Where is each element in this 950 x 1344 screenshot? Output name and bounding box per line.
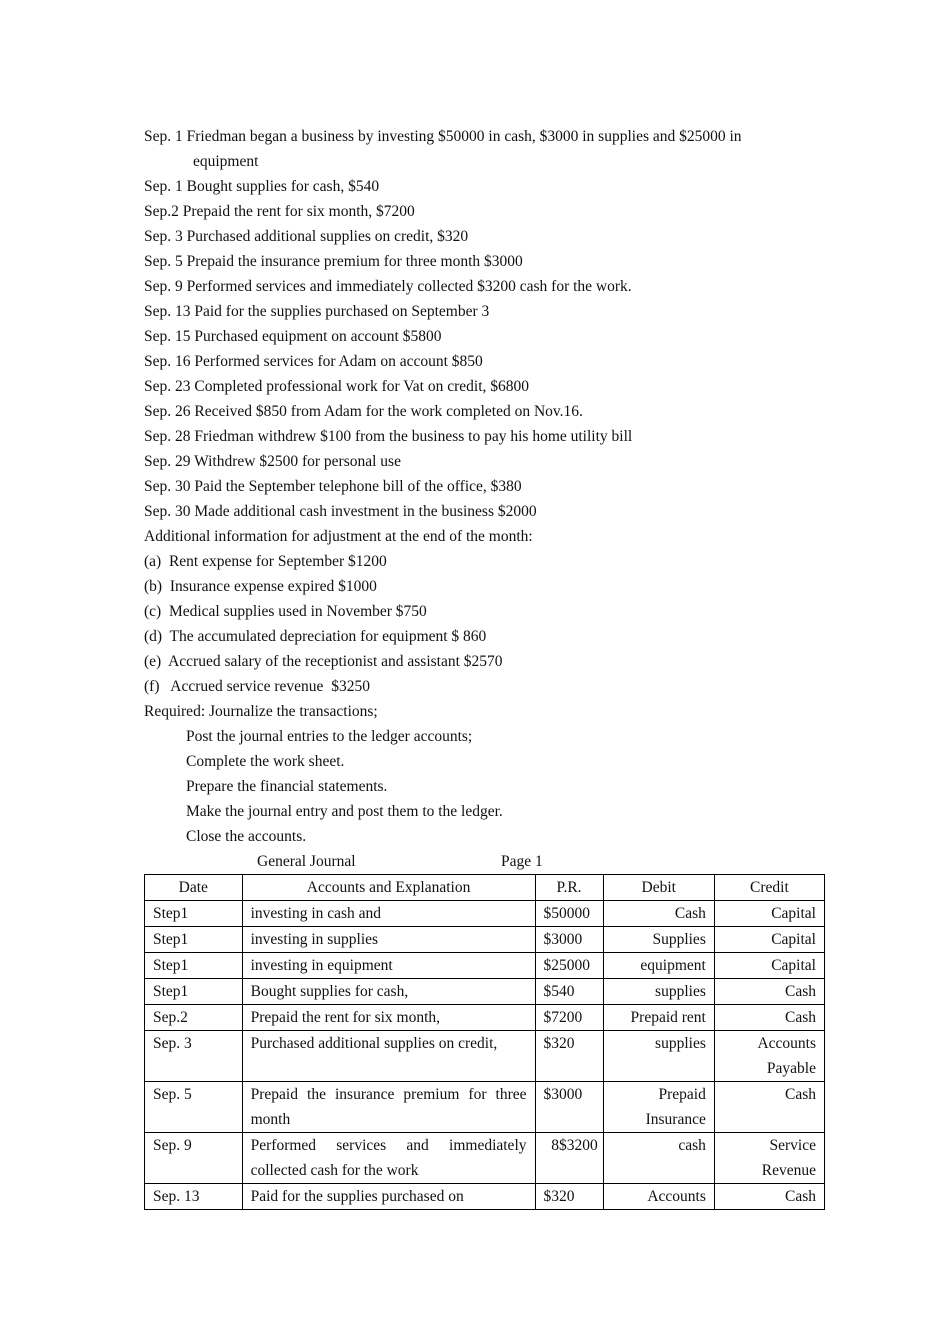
journal-cell-pr: $25000: [535, 953, 603, 979]
journal-cell-pr: $7200: [535, 1005, 603, 1031]
table-row: [145, 927, 825, 953]
journal-cell-date: Step1: [145, 901, 243, 927]
journal-cell-credit: Capital: [714, 953, 824, 979]
journal-header-row: [145, 875, 825, 901]
transaction-item: Sep. 9 Performed services and immediately collected $3200 cash for the work.: [144, 278, 632, 295]
journal-cell-date: Sep. 9: [145, 1133, 243, 1184]
table-row: [145, 1031, 825, 1082]
journal-cell-account: Paid for the supplies purchased on: [242, 1184, 535, 1210]
transaction-item: Sep.2 Prepaid the rent for six month, $7200: [144, 203, 415, 220]
journal-cell-credit: Capital: [714, 901, 824, 927]
col-header-accounts: Accounts and Explanation: [242, 875, 535, 901]
table-row: [145, 1082, 825, 1133]
transaction-item: Sep. 1 Friedman began a business by investing $50000 in cash, $3000 in supplies and $25000 in: [144, 128, 742, 145]
journal-cell-date: Sep. 3: [145, 1031, 243, 1082]
journal-cell-date: Sep.2: [145, 1005, 243, 1031]
table-row: [145, 1005, 825, 1031]
journal-cell-credit: Capital: [714, 927, 824, 953]
table-row: [145, 1184, 825, 1210]
adjustment-item: (b) Insurance expense expired $1000: [144, 578, 377, 595]
journal-cell-account: Prepaid the rent for six month,: [242, 1005, 535, 1031]
col-header-pr: P.R.: [535, 875, 603, 901]
required-item: Complete the work sheet.: [186, 753, 345, 770]
journal-cell-account: investing in cash and: [242, 901, 535, 927]
adjustment-item: (a) Rent expense for September $1200: [144, 553, 387, 570]
adjustment-item: (f) Accrued service revenue $3250: [144, 678, 370, 695]
journal-cell-pr: $3000: [535, 927, 603, 953]
journal-cell-pr: $3000: [535, 1082, 603, 1133]
transaction-item: Sep. 5 Prepaid the insurance premium for three month $3000: [144, 253, 523, 270]
transaction-item: Sep. 30 Paid the September telephone bill of the office, $380: [144, 478, 522, 495]
journal-cell-debit: equipment: [603, 953, 714, 979]
table-row: [145, 953, 825, 979]
journal-cell-date: Step1: [145, 953, 243, 979]
journal-cell-debit: supplies: [603, 979, 714, 1005]
journal-cell-pr: $50000: [535, 901, 603, 927]
journal-cell-pr: 8$3200: [535, 1133, 603, 1184]
general-journal-table: [144, 874, 825, 1210]
journal-cell-debit: Prepaid rent: [603, 1005, 714, 1031]
required-list: [144, 724, 825, 849]
transaction-item: Sep. 23 Completed professional work for Vat on credit, $6800: [144, 378, 529, 395]
transaction-item: Sep. 15 Purchased equipment on account $5800: [144, 328, 442, 345]
transaction-item: Sep. 30 Made additional cash investment in the business $2000: [144, 503, 537, 520]
table-row: [145, 1133, 825, 1184]
journal-cell-credit: Accounts Payable: [714, 1031, 824, 1082]
transaction-list: [144, 124, 825, 524]
adjustment-item: (d) The accumulated depreciation for equipment $ 860: [144, 628, 487, 645]
journal-body: [145, 901, 825, 1210]
required-item: Prepare the financial statements.: [186, 778, 388, 795]
journal-cell-credit: Cash: [714, 1005, 824, 1031]
journal-cell-debit: Accounts: [603, 1184, 714, 1210]
required-item: Post the journal entries to the ledger accounts;: [186, 728, 473, 745]
journal-cell-pr: $320: [535, 1184, 603, 1210]
required-item: Make the journal entry and post them to the ledger.: [186, 803, 503, 820]
journal-cell-account: investing in equipment: [242, 953, 535, 979]
journal-cell-debit: cash: [603, 1133, 714, 1184]
journal-cell-debit: supplies: [603, 1031, 714, 1082]
journal-cell-credit: Cash: [714, 1184, 824, 1210]
required-heading: Required: Journalize the transactions;: [144, 703, 378, 720]
journal-cell-date: Step1: [145, 927, 243, 953]
journal-page-number: Page 1: [501, 853, 543, 870]
journal-header: [144, 849, 825, 874]
journal-cell-debit: Prepaid Insurance: [603, 1082, 714, 1133]
journal-cell-account: Bought supplies for cash,: [242, 979, 535, 1005]
col-header-debit: Debit: [603, 875, 714, 901]
journal-cell-pr: $320: [535, 1031, 603, 1082]
adjustment-item: (c) Medical supplies used in November $750: [144, 603, 427, 620]
adjustment-item: (e) Accrued salary of the receptionist and assistant $2570: [144, 653, 503, 670]
journal-cell-account: Performed services and immediately collected cash for the work: [242, 1133, 535, 1184]
table-row: [145, 901, 825, 927]
journal-cell-account: Purchased additional supplies on credit,: [242, 1031, 535, 1082]
col-header-credit: Credit: [714, 875, 824, 901]
journal-cell-date: Step1: [145, 979, 243, 1005]
transaction-item: Sep. 1 Bought supplies for cash, $540: [144, 178, 380, 195]
journal-cell-account: Prepaid the insurance premium for three month: [242, 1082, 535, 1133]
transaction-item: Sep. 13 Paid for the supplies purchased on September 3: [144, 303, 490, 320]
journal-cell-date: Sep. 5: [145, 1082, 243, 1133]
document-body: [144, 124, 825, 1210]
journal-title: General Journal: [257, 853, 356, 870]
table-row: [145, 979, 825, 1005]
journal-cell-credit: Service Revenue: [714, 1133, 824, 1184]
journal-cell-credit: Cash: [714, 979, 824, 1005]
transaction-item: Sep. 26 Received $850 from Adam for the work completed on Nov.16.: [144, 403, 583, 420]
journal-cell-debit: Supplies: [603, 927, 714, 953]
journal-cell-account: investing in supplies: [242, 927, 535, 953]
journal-cell-date: Sep. 13: [145, 1184, 243, 1210]
adjustment-list: [144, 549, 825, 699]
required-item: Close the accounts.: [186, 828, 307, 845]
transaction-item: Sep. 3 Purchased additional supplies on credit, $320: [144, 228, 469, 245]
journal-cell-debit: Cash: [603, 901, 714, 927]
journal-cell-credit: Cash: [714, 1082, 824, 1133]
transaction-item: Sep. 16 Performed services for Adam on account $850: [144, 353, 483, 370]
col-header-date: Date: [145, 875, 243, 901]
journal-cell-pr: $540: [535, 979, 603, 1005]
transaction-item: Sep. 29 Withdrew $2500 for personal use: [144, 453, 401, 470]
adjustments-heading: Additional information for adjustment at the end of the month:: [144, 528, 533, 545]
transaction-item: Sep. 28 Friedman withdrew $100 from the business to pay his home utility bill: [144, 428, 633, 445]
transaction-item-continuation: equipment: [193, 153, 259, 170]
